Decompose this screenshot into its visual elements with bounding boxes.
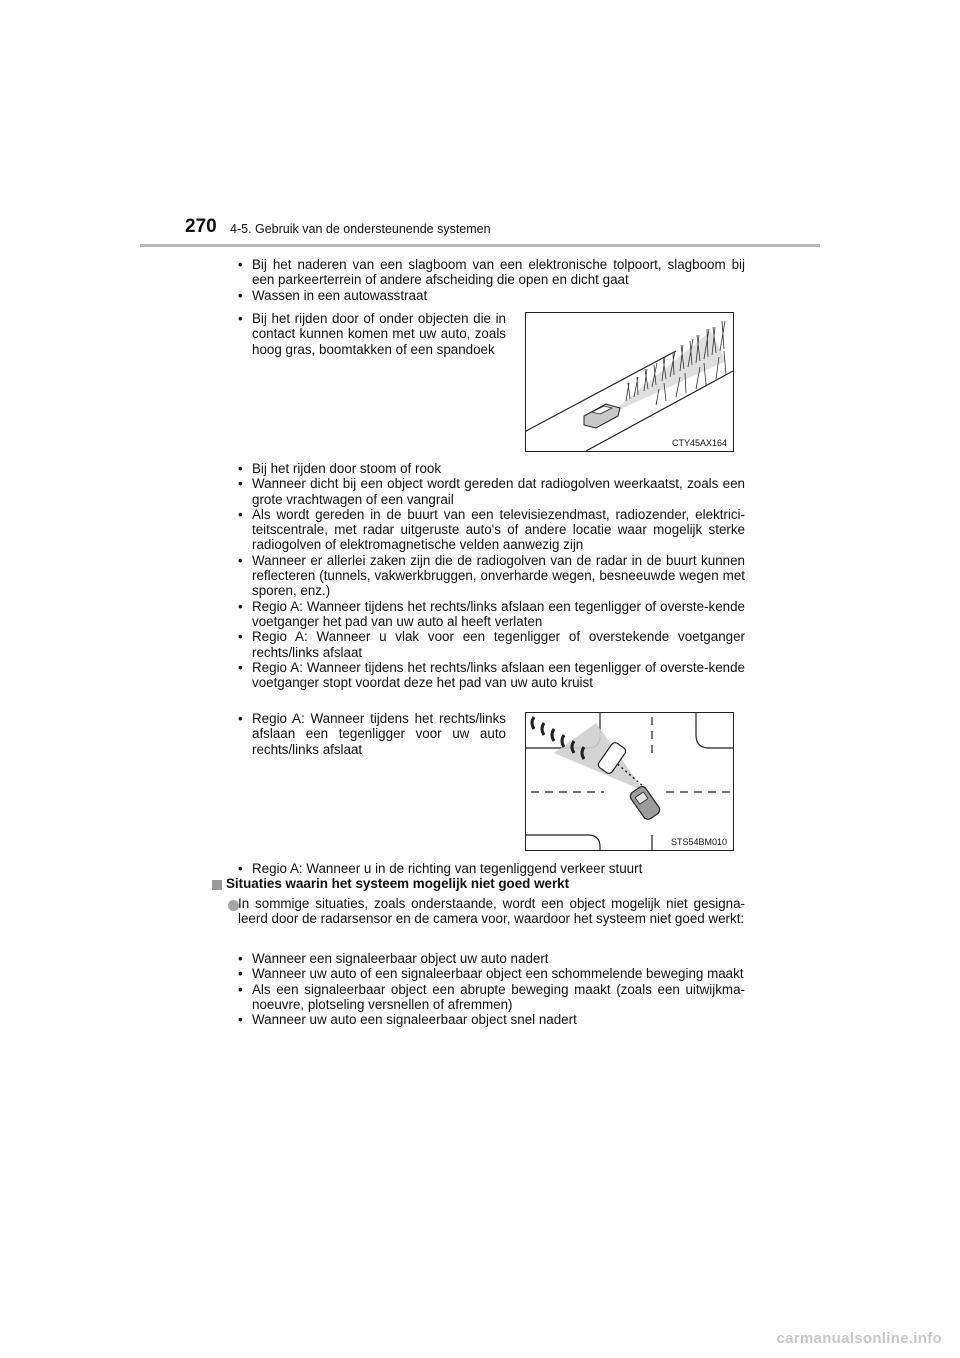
figure-code: STS54BM010 (670, 837, 727, 847)
list-item: • Wanneer een signaleerbaar object uw auto nadert (238, 951, 745, 966)
list-item: • Als een signaleerbaar object een abrupte beweging maakt (zoals een uitwijkma-noeuvre, plotseling versnellen of afremmen) (238, 982, 745, 1013)
list-item: • Wanneer er allerlei zaken zijn die de radiogolven van de radar in de buurt kunnen reflecteren (tunnels, vakwerkbruggen, onverharde wegen, besneeuwde wegen met sporen, enz.) (238, 553, 745, 599)
list-item: • Bij het rijden door of onder objecten die in contact kunnen komen met uw auto, zoals hoog gras, boomtakken of een spandoek (238, 311, 506, 357)
list-item: • Regio A: Wanneer tijdens het rechts/links afslaan een tegenligger voor uw auto rechts/links afslaat (238, 711, 506, 757)
section-marker-icon (212, 880, 222, 890)
tall-grass-drawing (526, 313, 733, 451)
list-item: • Wanneer dicht bij een object wordt gereden dat radiogolven weerkaatst, zoals een grote vrachtwagen of een vangrail (238, 476, 745, 507)
list-item: • Wassen in een autowasstraat (238, 288, 745, 303)
own-car-icon (628, 785, 661, 822)
section-intro: In sommige situaties, zoals onderstaande, wordt een object mogelijk niet gesigna-leerd door de radarsensor en de camera voor, waardoor het systeem niet goed werkt: (238, 896, 745, 927)
section-title: 4-5. Gebruik van de ondersteunende systemen (230, 222, 491, 236)
car-icon (584, 404, 620, 428)
fig1-caption (238, 311, 506, 357)
list-item: • Regio A: Wanneer u in de richting van tegenliggend verkeer stuurt (238, 861, 745, 876)
list-item: • Wanneer uw auto of een signaleerbaar object een schommelende beweging maakt (238, 966, 745, 981)
figure-code: CTY45AX164 (671, 438, 727, 448)
list-item: • Bij het naderen van een slagboom van een elektronische tolpoort, slagboom bij een parkeerterrein of andere afscheiding die open en dicht gaat (238, 257, 745, 288)
illustration-intersection (525, 712, 734, 851)
list-item: • Wanneer uw auto een signaleerbaar object snel nadert (238, 1012, 745, 1027)
list-item: • Bij het rijden door stoom of rook (238, 461, 745, 476)
list-d (238, 951, 745, 1027)
header-divider (140, 244, 820, 247)
list-item: • Regio A: Wanneer tijdens het rechts/links afslaan een tegenligger of overste-kende voetganger het pad van uw auto al heeft verlaten (238, 599, 745, 630)
fig2-caption (238, 711, 506, 757)
intersection-drawing (526, 713, 733, 850)
list-item: • Regio A: Wanneer tijdens het rechts/links afslaan een tegenligger of overste-kende voetganger stopt voordat deze het pad van uw auto kruist (238, 660, 745, 691)
list-item: • Regio A: Wanneer u vlak voor een tegenligger of overstekende voetganger rechts/links afslaat (238, 629, 745, 660)
section-heading: Situaties waarin het systeem mogelijk niet goed werkt (226, 876, 570, 891)
page-number: 270 (185, 216, 217, 237)
watermark: carmanualsonline.info (776, 1330, 942, 1347)
list-a (238, 257, 745, 303)
illustration-tall-grass (525, 312, 734, 452)
list-item: • Als wordt gereden in de buurt van een televisiezendmast, radiozender, elektrici-teitscentrale, met radar uitgeruste auto's of andere locatie waar mogelijk sterke radiogolven of elektromagnetische velden aanwezig zijn (238, 507, 745, 553)
list-b (238, 461, 745, 690)
list-c (238, 861, 745, 876)
